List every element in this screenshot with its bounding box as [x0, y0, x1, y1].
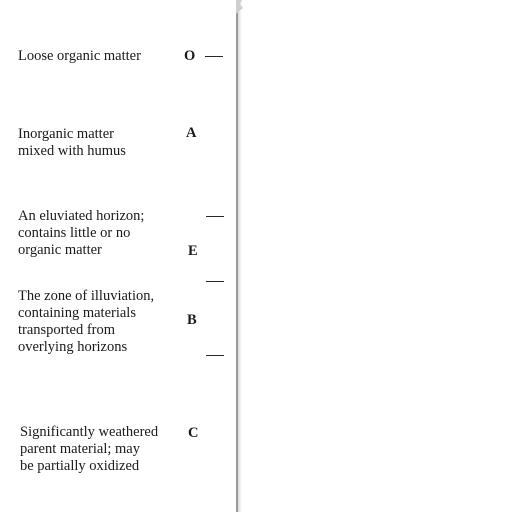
horizon-b-description: The zone of illuviation, containing materials transported from overlying horizons	[18, 288, 155, 355]
torn-edge-mark	[232, 0, 246, 14]
horizon-o-tick	[205, 56, 223, 57]
horizon-c-letter: C	[188, 425, 199, 441]
horizon-b-letter: B	[187, 312, 197, 328]
boundary-e-b-tick	[206, 281, 224, 282]
horizon-o-letter: O	[184, 48, 196, 64]
boundary-b-c-tick	[206, 355, 224, 356]
horizon-a-letter: A	[186, 125, 197, 141]
horizon-c-description: Significantly weathered parent material; may be partially oxidized	[20, 424, 159, 474]
horizon-o-description: Loose organic matter	[18, 48, 141, 64]
horizon-a-description: Inorganic matter mixed with humus	[18, 126, 126, 159]
horizon-e-letter: E	[188, 243, 198, 259]
profile-edge-shadow	[238, 0, 242, 512]
horizon-e-description: An eluviated horizon; contains little or no organic matter	[18, 208, 145, 258]
boundary-a-e-tick	[206, 216, 224, 217]
